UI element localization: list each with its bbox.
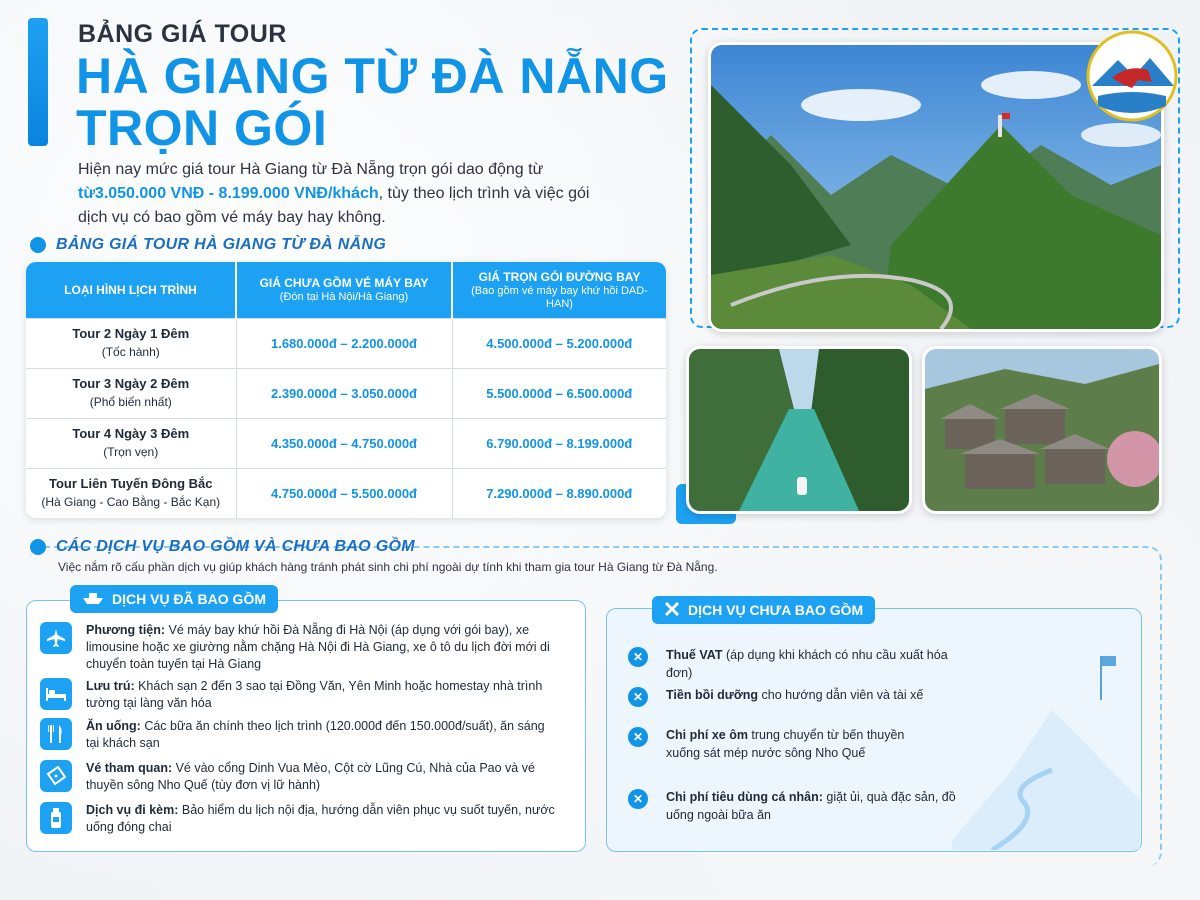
tour-name-cell: Tour 4 Ngày 3 Đêm (Trọn vẹn) <box>26 418 236 468</box>
x-circle-icon: ✕ <box>628 789 648 809</box>
title-line-2: TRỌN GÓI <box>76 100 328 156</box>
airplane-icon <box>40 622 72 654</box>
price-section-title: BẢNG GIÁ TOUR HÀ GIANG TỪ ĐÀ NẴNG <box>56 236 387 253</box>
x-circle-icon: ✕ <box>628 727 648 747</box>
column-header-no-flight: GIÁ CHƯA GỒM VÉ MÁY BAY (Đón tại Hà Nội/Hà Giang) <box>236 262 452 318</box>
excluded-tag-label: DỊCH VỤ CHƯA BAO GỒM <box>688 602 864 618</box>
page-subtitle: BẢNG GIÁ TOUR <box>78 20 287 48</box>
intro-paragraph <box>78 158 598 230</box>
intro-text-2: , tùy theo lịch trình và việc gói dịch vụ có bao gồm vé máy bay hay không. <box>78 185 590 226</box>
table-row <box>26 418 666 468</box>
river-canyon-image <box>689 349 909 511</box>
intro-price-range: từ3.050.000 VNĐ - 8.199.000 VNĐ/khách <box>78 185 379 202</box>
included-services-tag <box>70 585 278 613</box>
page-title <box>76 50 696 154</box>
tour-name-cell: Tour Liên Tuyến Đông Bắc (Hà Giang - Cao Bằng - Bắc Kạn) <box>26 468 236 518</box>
price-table <box>26 262 666 518</box>
price-no-flight-cell: 2.390.000đ – 3.050.000đ <box>236 368 452 418</box>
included-item <box>40 718 556 752</box>
price-full-cell: 7.290.000đ – 8.890.000đ <box>452 468 666 518</box>
excluded-item <box>628 726 916 762</box>
mountain-flag-illustration <box>952 650 1140 850</box>
excluded-item-text: Thuế VAT (áp dụng khi khách có nhu cầu xuất hóa đơn) <box>666 648 948 680</box>
column-header-full-package: GIÁ TRỌN GÓI ĐƯỜNG BAY (Bao gồm vé máy bay khứ hồi DAD-HAN) <box>452 262 666 318</box>
table-header-row <box>26 262 666 318</box>
included-item <box>40 802 556 836</box>
boat-icon <box>82 591 104 608</box>
intro-text-1: Hiện nay mức giá tour Hà Giang từ Đà Nẵng trọn gói dao động từ <box>78 161 544 178</box>
services-section-heading <box>30 538 415 556</box>
excluded-item <box>628 686 966 707</box>
title-line-1: HÀ GIANG TỪ ĐÀ NẴNG <box>76 48 669 104</box>
included-item-text: Lưu trú: Khách sạn 2 đến 3 sao tại Đồng Văn, Yên Minh hoặc homestay nhà trình tường tại làng văn hóa <box>86 679 543 710</box>
table-row <box>26 468 666 518</box>
table-row <box>26 318 666 368</box>
excluded-item-text: Chi phí xe ôm trung chuyển từ bến thuyền xuống sát mép nước sông Nho Quế <box>666 728 905 760</box>
price-full-cell: 4.500.000đ – 5.200.000đ <box>452 318 666 368</box>
tour-name-cell: Tour 3 Ngày 2 Đêm (Phổ biến nhất) <box>26 368 236 418</box>
included-tag-label: DỊCH VỤ ĐÃ BAO GỒM <box>112 591 266 607</box>
accent-bar <box>28 18 48 146</box>
tour-name-cell: Tour 2 Ngày 1 Đêm (Tốc hành) <box>26 318 236 368</box>
included-item <box>40 678 556 712</box>
ticket-icon <box>40 760 72 792</box>
excluded-item-text: Tiền bồi dưỡng cho hướng dẫn viên và tài xế <box>666 688 924 702</box>
photo-village <box>922 346 1162 514</box>
company-logo <box>1078 30 1186 122</box>
x-circle-icon: ✕ <box>628 647 648 667</box>
services-section-title: CÁC DỊCH VỤ BAO GỒM VÀ CHƯA BAO GỒM <box>56 538 415 555</box>
price-full-cell: 5.500.000đ – 6.500.000đ <box>452 368 666 418</box>
village-image <box>925 349 1159 511</box>
price-no-flight-cell: 4.750.000đ – 5.500.000đ <box>236 468 452 518</box>
price-section-heading <box>30 236 386 254</box>
table-row <box>26 368 666 418</box>
bottle-icon <box>40 802 72 834</box>
x-circle-icon: ✕ <box>628 687 648 707</box>
excluded-item <box>628 646 966 682</box>
services-description: Việc nắm rõ cấu phần dịch vụ giúp khách hàng tránh phát sinh chi phí ngoài dự tính khi tham gia tour Hà Giang từ Đà Nẵng. <box>58 560 718 574</box>
excluded-item-text: Chi phí tiêu dùng cá nhân: giặt ủi, quà đặc sản, đồ uống ngoài bữa ăn <box>666 790 956 822</box>
included-item-text: Ăn uống: Các bữa ăn chính theo lịch trình (120.000đ đến 150.000đ/suất), ăn sáng tại khách sạn <box>86 719 545 750</box>
logo-emblem <box>1078 30 1186 122</box>
included-item <box>40 760 556 794</box>
photo-nho-que-river <box>686 346 912 514</box>
price-full-cell: 6.790.000đ – 8.199.000đ <box>452 418 666 468</box>
excluded-services-tag <box>652 596 875 624</box>
included-item-text: Dịch vụ đi kèm: Bảo hiểm du lịch nội địa, hướng dẫn viên phục vụ suốt tuyến, nước uống đóng chai <box>86 803 555 834</box>
excluded-item <box>628 788 956 824</box>
column-header-tour-type: LOẠI HÌNH LỊCH TRÌNH <box>26 262 236 318</box>
bullet-dot <box>30 539 46 555</box>
bed-icon <box>40 678 72 710</box>
cutlery-icon <box>40 718 72 750</box>
included-item-text: Phương tiện: Vé máy bay khứ hồi Đà Nẵng đi Hà Nội (áp dụng với gói bay), xe limousine hoặc xe giường nằm chặng Hà Nội đi Hà Giang, xe ô tô du lịch đời mới di chuyển toàn tuyến tại Hà Giang <box>86 623 550 671</box>
included-item <box>40 622 556 673</box>
bullet-dot <box>30 237 46 253</box>
price-no-flight-cell: 1.680.000đ – 2.200.000đ <box>236 318 452 368</box>
price-no-flight-cell: 4.350.000đ – 4.750.000đ <box>236 418 452 468</box>
close-icon <box>664 601 680 620</box>
included-item-text: Vé tham quan: Vé vào cổng Dinh Vua Mèo, Cột cờ Lũng Cú, Nhà của Pao và vé thuyền sông Nho Quế (tùy đơn vị lữ hành) <box>86 761 535 792</box>
